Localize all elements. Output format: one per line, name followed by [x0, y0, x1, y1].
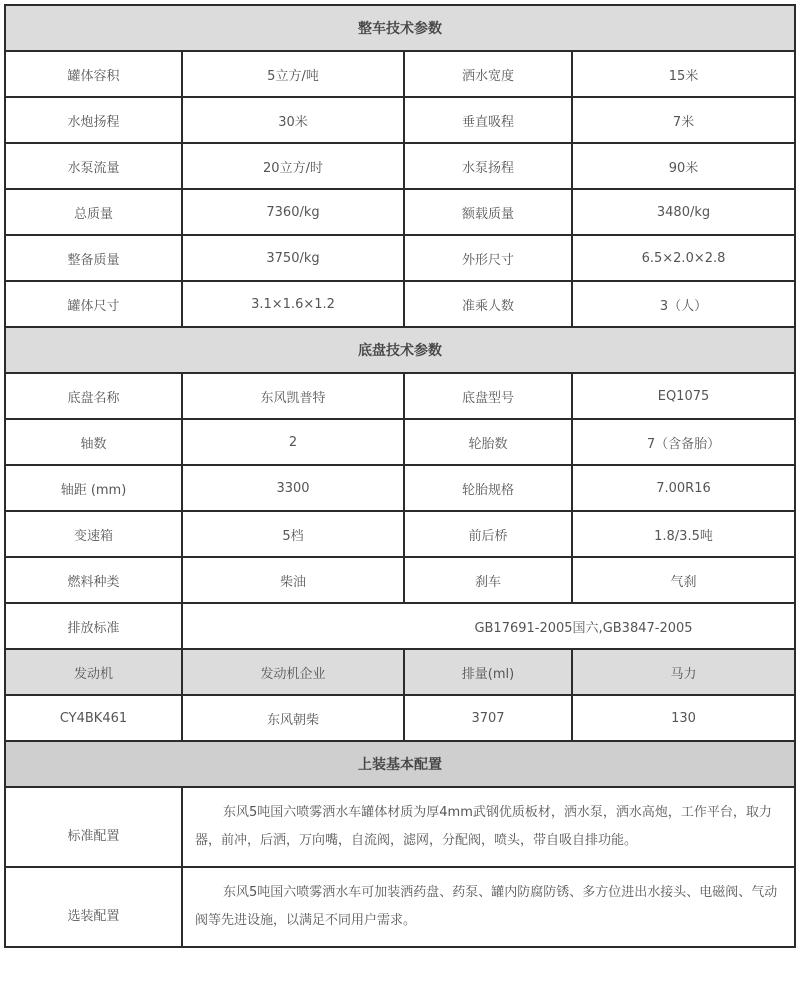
param-value: 7.00R16 — [572, 465, 795, 511]
column-header: 马力 — [572, 649, 795, 695]
param-label: 外形尺寸 — [404, 235, 572, 281]
section-title: 底盘技术参数 — [5, 327, 795, 373]
param-label: 水泵流量 — [5, 143, 182, 189]
param-label: 额载质量 — [404, 189, 572, 235]
standard-config-row — [5, 787, 795, 867]
param-value: 2 — [182, 419, 404, 465]
param-label: 底盘名称 — [5, 373, 182, 419]
param-value: 3.1×1.6×1.2 — [182, 281, 404, 327]
param-label: 垂直吸程 — [404, 97, 572, 143]
param-value: 5档 — [182, 511, 404, 557]
optional-config-row — [5, 867, 795, 947]
param-label: 轮胎规格 — [404, 465, 572, 511]
param-value: 7米 — [572, 97, 795, 143]
param-value: 7360/kg — [182, 189, 404, 235]
param-value: 20立方/时 — [182, 143, 404, 189]
param-label: 前后桥 — [404, 511, 572, 557]
param-label: 底盘型号 — [404, 373, 572, 419]
table-row — [5, 465, 795, 511]
section-title: 上装基本配置 — [5, 741, 795, 787]
table-row — [5, 51, 795, 97]
param-label: 轮胎数 — [404, 419, 572, 465]
param-value: 7（含备胎） — [572, 419, 795, 465]
optional-config-text — [182, 867, 795, 947]
table-row — [5, 281, 795, 327]
param-value: 柴油 — [182, 557, 404, 603]
table-row — [5, 373, 795, 419]
table-row — [5, 557, 795, 603]
param-label: 洒水宽度 — [404, 51, 572, 97]
paragraph-text: 东风5吨国六喷雾洒水车可加装洒药盘、药泵、罐内防腐防锈、多方位进出水接头、电磁阀、气动阀等先进设施，以满足不同用户需求。 — [195, 885, 778, 928]
table-row — [5, 143, 795, 189]
engine-header-row — [5, 649, 795, 695]
param-value: 3480/kg — [572, 189, 795, 235]
param-label: 刹车 — [404, 557, 572, 603]
engine-model: CY4BK461 — [5, 695, 182, 741]
table-row — [5, 235, 795, 281]
param-label: 变速箱 — [5, 511, 182, 557]
param-value: 90米 — [572, 143, 795, 189]
param-label: 罐体容积 — [5, 51, 182, 97]
section-header-chassis — [5, 327, 795, 373]
param-label: 标准配置 — [5, 787, 182, 867]
param-label: 准乘人数 — [404, 281, 572, 327]
param-label: 选装配置 — [5, 867, 182, 947]
param-value: 3（人） — [572, 281, 795, 327]
column-header: 发动机 — [5, 649, 182, 695]
param-label: 水泵扬程 — [404, 143, 572, 189]
engine-displacement: 3707 — [404, 695, 572, 741]
param-value: 3750/kg — [182, 235, 404, 281]
param-label: 轴数 — [5, 419, 182, 465]
column-header: 排量(ml) — [404, 649, 572, 695]
section-header-upper — [5, 741, 795, 787]
table-row — [5, 97, 795, 143]
param-value: 5立方/吨 — [182, 51, 404, 97]
param-label: 轴距 (mm) — [5, 465, 182, 511]
param-label: 总质量 — [5, 189, 182, 235]
engine-maker: 东风朝柴 — [182, 695, 404, 741]
engine-values-row — [5, 695, 795, 741]
param-value: 东风凯普特 — [182, 373, 404, 419]
table-row — [5, 189, 795, 235]
param-label: 水炮扬程 — [5, 97, 182, 143]
param-label: 排放标准 — [5, 603, 182, 649]
column-header: 发动机企业 — [182, 649, 404, 695]
section-header-vehicle — [5, 5, 795, 51]
table-row — [5, 511, 795, 557]
param-value: 1.8/3.5吨 — [572, 511, 795, 557]
spec-table — [4, 4, 796, 948]
emission-row — [5, 603, 795, 649]
table-row — [5, 419, 795, 465]
engine-horsepower: 130 — [572, 695, 795, 741]
emission-value: GB17691-2005国六,GB3847-2005 — [182, 603, 795, 649]
param-value: 15米 — [572, 51, 795, 97]
param-value: EQ1075 — [572, 373, 795, 419]
section-title: 整车技术参数 — [5, 5, 795, 51]
param-value: 3300 — [182, 465, 404, 511]
paragraph-text: 东风5吨国六喷雾洒水车罐体材质为厚4mm武钢优质板材，洒水泵，洒水高炮，工作平台，取力器，前冲，后洒，万向嘴，自流阀，滤网，分配阀，喷头，带自吸自排功能。 — [195, 805, 772, 848]
param-value: 气刹 — [572, 557, 795, 603]
param-label: 罐体尺寸 — [5, 281, 182, 327]
param-value: 30米 — [182, 97, 404, 143]
param-label: 燃料种类 — [5, 557, 182, 603]
standard-config-text — [182, 787, 795, 867]
param-label: 整备质量 — [5, 235, 182, 281]
param-value: 6.5×2.0×2.8 — [572, 235, 795, 281]
